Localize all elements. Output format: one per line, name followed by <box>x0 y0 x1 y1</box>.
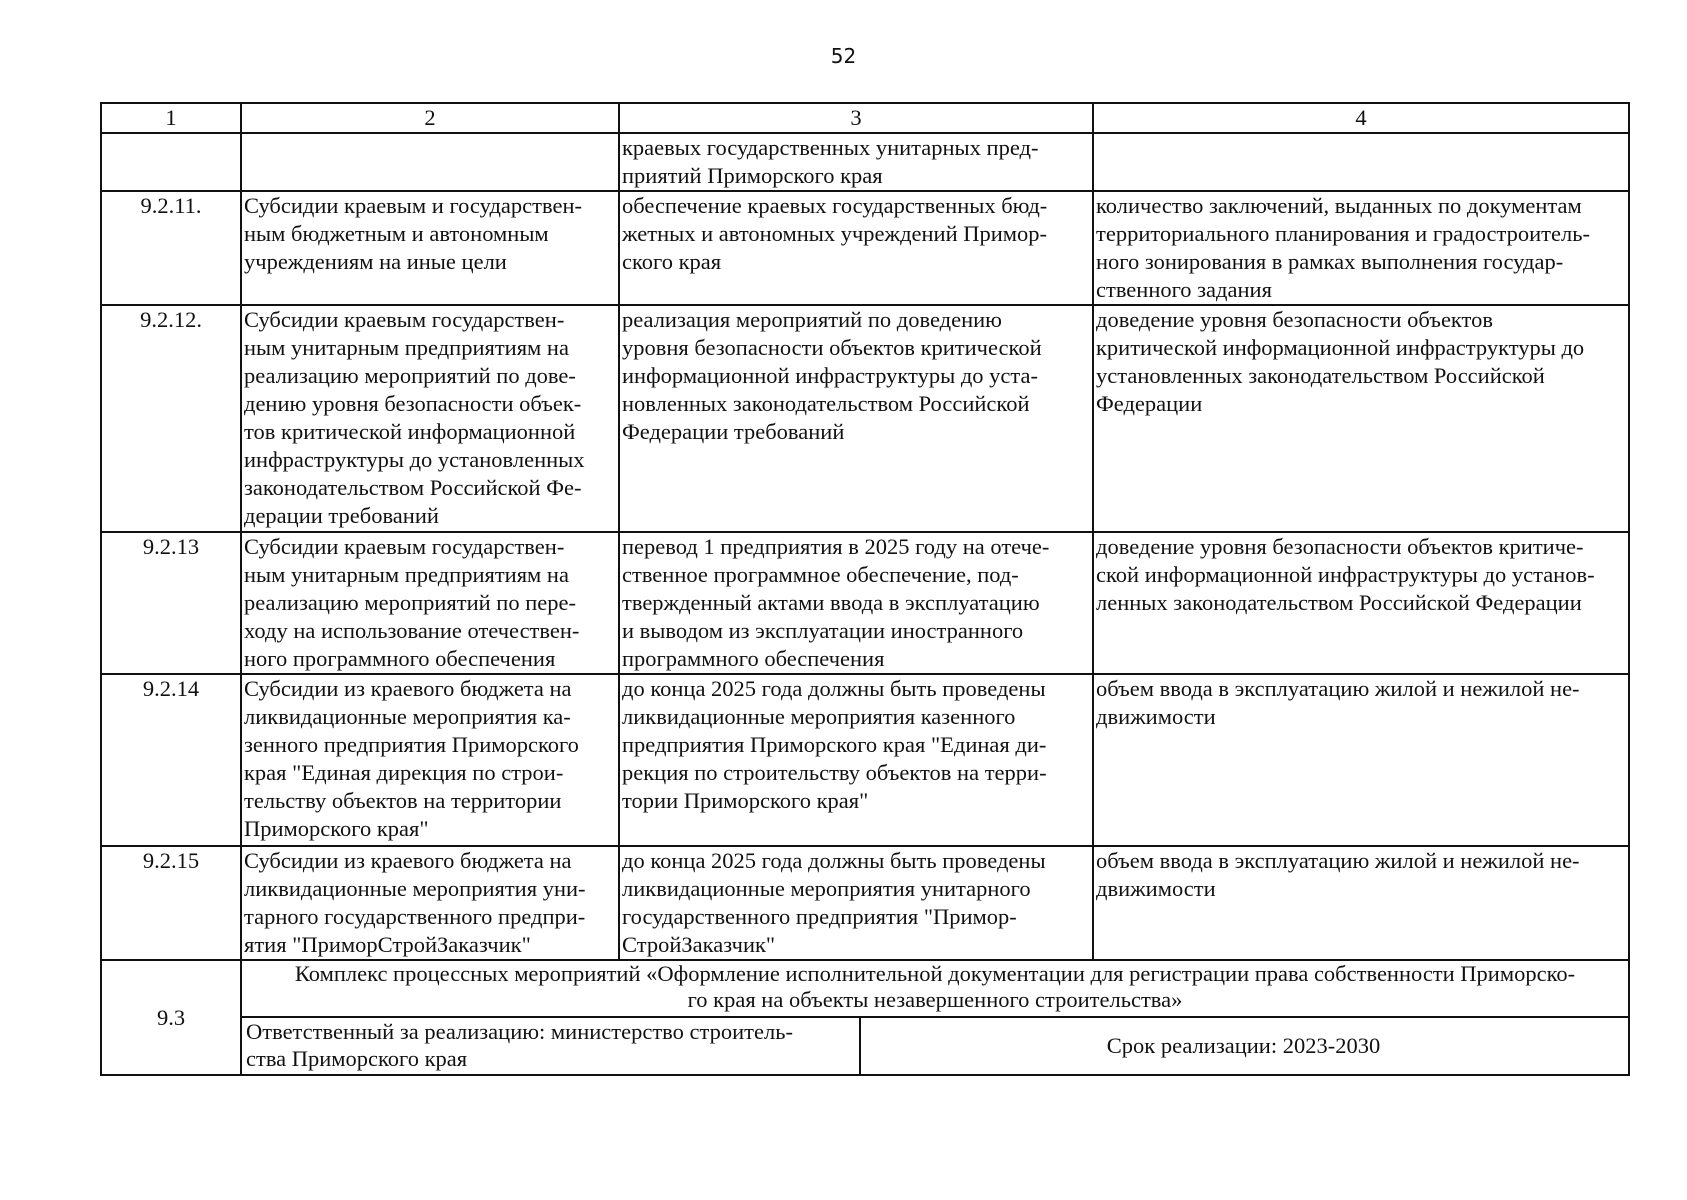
section-info-row <box>101 1017 1629 1075</box>
measures-table <box>100 102 1630 1076</box>
table-row <box>101 133 1629 191</box>
measure-indicator: объем ввода в эксплуатацию жилой и нежилой не- движимости <box>1093 846 1629 960</box>
section-info <box>241 1017 1629 1075</box>
measure-name: Субсидии краевым и государствен- ным бюджетным и автономным учреждениям на иные цели <box>241 191 619 305</box>
table-row <box>101 532 1629 674</box>
header-col-1: 1 <box>101 103 241 133</box>
measure-name <box>241 133 619 191</box>
measure-name: Субсидии из краевого бюджета на ликвидационные мероприятия уни- тарного государственного предпри- ятия "ПриморСтройЗаказчик" <box>241 846 619 960</box>
row-number: 9.2.13 <box>101 532 241 674</box>
measure-indicator: доведение уровня безопасности объектов критической информационной инфраструктуры до установленных законодательством Российской Федерации <box>1093 305 1629 532</box>
row-number: 9.2.15 <box>101 846 241 960</box>
section-title: Комплекс процессных мероприятий «Оформление исполнительной документации для регистрации права собственности Приморско- го края на объекты незавершенного строительства» <box>241 960 1629 1017</box>
measure-result: до конца 2025 года должны быть проведены ликвидационные мероприятия унитарного государственного предприятия "Примор- СтройЗаказчик" <box>619 846 1093 960</box>
measure-name: Субсидии из краевого бюджета на ликвидационные мероприятия ка- зенного предприятия Приморского края "Единая дирекция по строи- тельству объектов на территории Приморского края" <box>241 674 619 846</box>
row-number <box>101 133 241 191</box>
measure-result: краевых государственных унитарных пред- приятий Приморского края <box>619 133 1093 191</box>
page-number: 52 <box>830 44 857 68</box>
table-row <box>101 846 1629 960</box>
measure-result: до конца 2025 года должны быть проведены ликвидационные мероприятия казенного предприятия Приморского края "Единая ди- рекция по строительству объектов на терри- тории Приморского края" <box>619 674 1093 846</box>
measure-result: обеспечение краевых государственных бюд- жетных и автономных учреждений Примор- ского края <box>619 191 1093 305</box>
term-text: Срок реализации: 2023-2030 <box>860 1018 1626 1074</box>
header-row <box>101 103 1629 133</box>
section-info-split <box>244 1018 1626 1074</box>
row-number: 9.2.11. <box>101 191 241 305</box>
measure-result: перевод 1 предприятия в 2025 году на отече- ственное программное обеспечение, под- твержденный актами ввода в эксплуатацию и выводом из эксплуатации иностранного программного обеспечения <box>619 532 1093 674</box>
row-number: 9.2.14 <box>101 674 241 846</box>
measure-result: реализация мероприятий по доведению уровня безопасности объектов критической информационной инфраструктуры до уста- новленных законодательством Российской Федерации требований <box>619 305 1093 532</box>
header-col-2: 2 <box>241 103 619 133</box>
section-number: 9.3 <box>101 960 241 1075</box>
responsible-text: Ответственный за реализацию: министерство строитель- ства Приморского края <box>246 1019 793 1071</box>
table-row <box>101 674 1629 846</box>
header-col-4: 4 <box>1093 103 1629 133</box>
measure-name: Субсидии краевым государствен- ным унитарным предприятиям на реализацию мероприятий по пере- ходу на использование отечествен- ного программного обеспечения <box>241 532 619 674</box>
table-row <box>101 191 1629 305</box>
measure-indicator: объем ввода в эксплуатацию жилой и нежилой не- движимости <box>1093 674 1629 846</box>
table-row <box>101 305 1629 532</box>
measure-name: Субсидии краевым государствен- ным унитарным предприятиям на реализацию мероприятий по дове- дению уровня безопасности объек- тов критической информационной инфраструктуры до установленных законодательством Российской Фе- дерации требований <box>241 305 619 532</box>
measure-indicator <box>1093 133 1629 191</box>
section-row <box>101 960 1629 1017</box>
row-number: 9.2.12. <box>101 305 241 532</box>
measure-indicator: доведение уровня безопасности объектов критиче- ской информационной инфраструктуры до установ- ленных законодательством Российской Федерации <box>1093 532 1629 674</box>
header-col-3: 3 <box>619 103 1093 133</box>
measure-indicator: количество заключений, выданных по документам территориального планирования и градостроитель- ного зонирования в рамках выполнения государ- ственного задания <box>1093 191 1629 305</box>
